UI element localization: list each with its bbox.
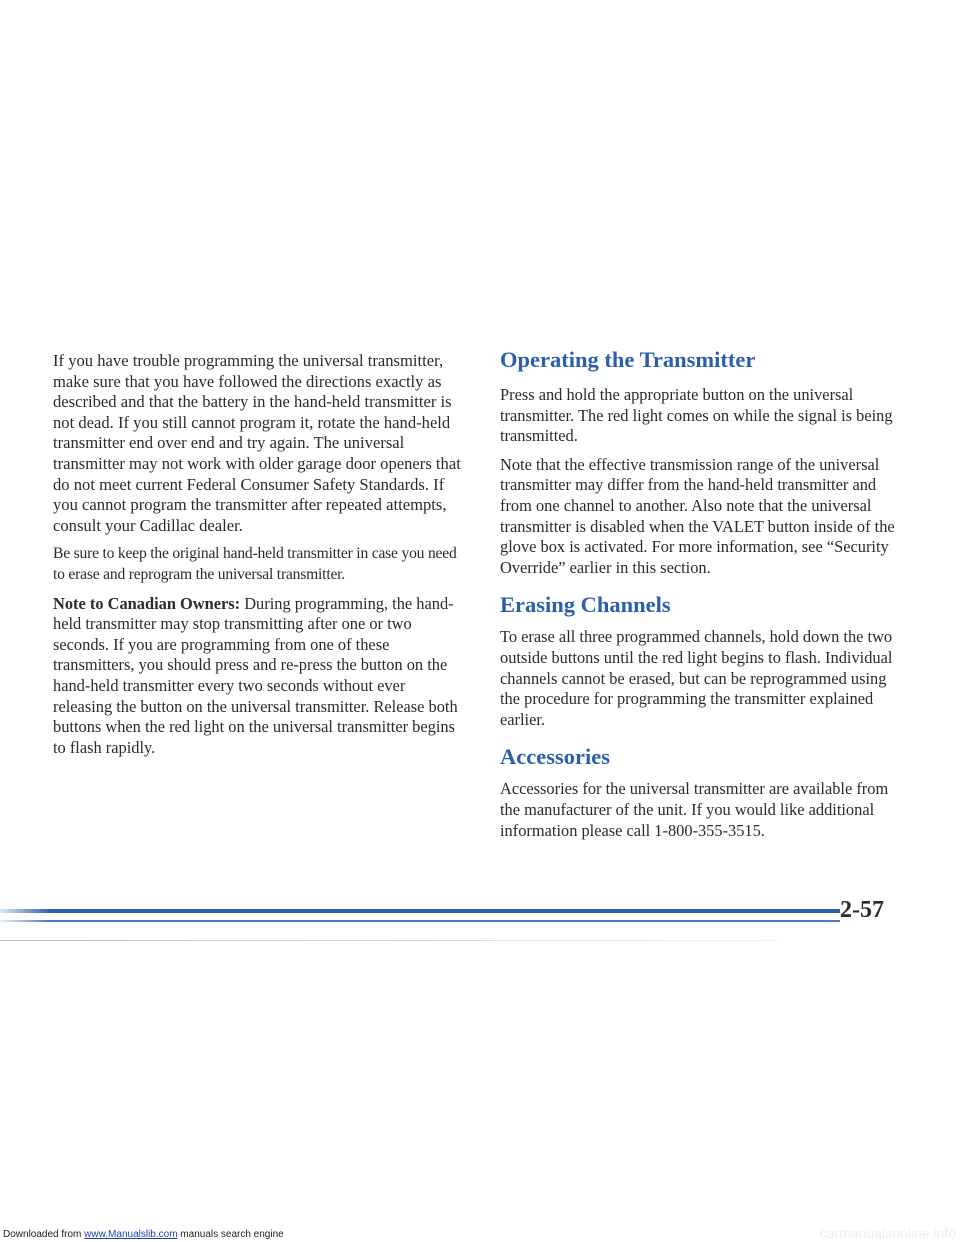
operating-paragraph-2: Note that the effective transmission range of the universal transmitter may differ from the hand-held transmitter and from one channel to another. Also note that the universal transmitter is disabled when the VALET button inside of the glove box is activated. For more information, see “Security Override” earlier in this section. (500, 454, 895, 577)
troubleshooting-paragraph: If you have trouble programming the universal transmitter, make sure that you have followed the directions exactly as described and that the battery in the hand-held transmitter is not dead. If you still cannot program it, rotate the hand-held transmitter end over end and try again. The universal transmitter may not work with older garage door openers that do not meet current Federal Consumer Safety Standards. If you cannot program the transmitter after repeated attempts, consult your Cadillac dealer. (53, 351, 461, 535)
watermark: carmanualsonline.info (819, 1225, 956, 1241)
keep-original-paragraph: Be sure to keep the original hand-held transmitter in case you need to erase and reprogram the universal transmitter. (53, 545, 457, 583)
erasing-paragraph: To erase all three programmed channels, hold down the two outside buttons until the red light begins to flash. Individual channels cannot be erased, but can be reprogrammed using the procedure for programming the transmitter explained earlier. (500, 627, 893, 729)
manualslib-link[interactable]: www.Manualslib.com (84, 1229, 178, 1240)
canadian-owners-note (53, 594, 465, 759)
erasing-heading: Erasing Channels (500, 592, 671, 618)
footer-rule-thin (0, 920, 840, 922)
canadian-owners-lead: Note to Canadian Owners: (53, 593, 241, 613)
download-footer (3, 1229, 284, 1240)
accessories-heading: Accessories (500, 744, 610, 770)
right-column (500, 347, 910, 849)
footer-rule-thick (0, 909, 840, 913)
page-number: 2-57 (840, 897, 884, 923)
scan-line (0, 940, 780, 941)
operating-paragraph-1: Press and hold the appropriate button on the universal transmitter. The red light comes on while the signal is being transmitted. (500, 385, 893, 446)
operating-heading: Operating the Transmitter (500, 347, 756, 372)
footer-suffix: manuals search engine (177, 1229, 284, 1240)
accessories-paragraph: Accessories for the universal transmitter are available from the manufacturer of the unit. If you would like additional information please call 1-800-355-3515. (500, 779, 889, 840)
canadian-owners-text: During programming, the hand-held transmitter may stop transmitting after one or two seconds. If you are programming from one of these transmitters, you should press and re-press the button on the hand-held transmitter every two seconds without ever releasing the button on the universal transmitter. Release both buttons when the red light on the universal transmitter begins to flash rapidly. (53, 593, 458, 757)
footer-prefix: Downloaded from (3, 1229, 85, 1240)
left-column (53, 351, 465, 766)
